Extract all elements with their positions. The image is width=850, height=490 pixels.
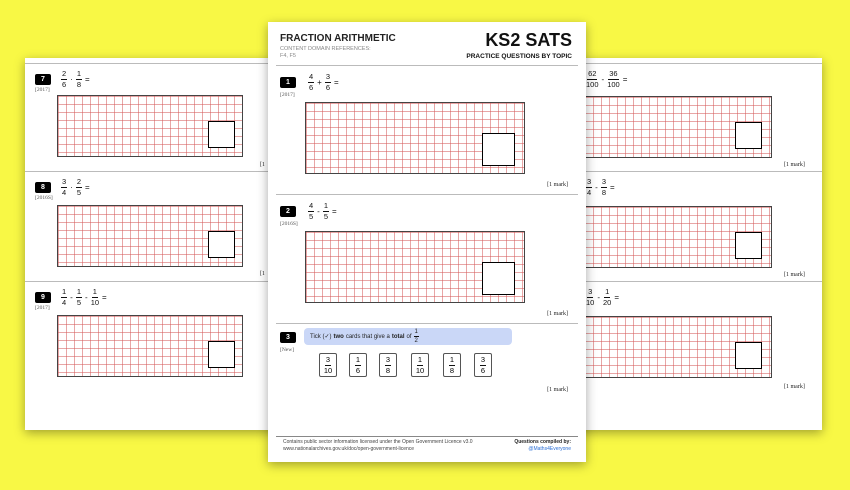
- question-prompt: Tick (✓) two cards that give a total of $\frac{1}{2}$: [304, 328, 512, 345]
- mark-label: [1 mark]: [547, 387, 568, 393]
- fraction-card[interactable]: $\frac{3}{6}$: [474, 353, 492, 377]
- question-number: 2: [280, 206, 296, 217]
- divider: [568, 281, 822, 282]
- fraction-expression: $\frac{3}{10}$ - $\frac{1}{20}$ =: [586, 287, 620, 307]
- brand-title: KS2 SATS: [485, 30, 572, 50]
- divider: [276, 194, 578, 195]
- right-worksheet-page: [568, 58, 822, 430]
- mark-label: [1 mark]: [784, 384, 805, 390]
- question-number: 8: [35, 182, 51, 193]
- answer-box[interactable]: [208, 121, 235, 148]
- fraction-expression: $\frac{3}{4}$ · $\frac{2}{5}$ =: [62, 177, 90, 197]
- licence-footer: Contains public sector information licensed under the Open Government Licence v3.0 www.nationalarchives.gov.uk/doc/open-government-licence: [283, 439, 473, 452]
- question-number: 7: [35, 74, 51, 85]
- divider: [25, 171, 283, 172]
- answer-box[interactable]: [208, 231, 235, 258]
- mark-label: [1: [260, 162, 265, 168]
- fraction-expression: $\frac{3}{4}$ - $\frac{3}{8}$ =: [587, 177, 615, 197]
- divider: [276, 323, 578, 324]
- fraction-card[interactable]: $\frac{1}{6}$: [349, 353, 367, 377]
- question-year: [2017]: [35, 87, 50, 93]
- question-year: [2016S]: [280, 221, 298, 227]
- fraction-expression: $\frac{4}{6}$ + $\frac{3}{6}$ =: [309, 72, 339, 92]
- mark-label: [1 mark]: [784, 272, 805, 278]
- fraction-expression: $\frac{2}{6}$ · $\frac{1}{8}$ =: [62, 69, 90, 89]
- fraction-expression: $\frac{4}{5}$ - $\frac{1}{5}$ =: [309, 201, 337, 221]
- mark-label: [1: [260, 271, 265, 277]
- mark-label: [1 mark]: [784, 162, 805, 168]
- front-worksheet-page: [268, 22, 586, 462]
- fraction-card[interactable]: $\frac{3}{10}$: [319, 353, 337, 377]
- fraction-card[interactable]: $\frac{1}{8}$: [443, 353, 461, 377]
- page-title: FRACTION ARITHMETIC: [280, 33, 396, 44]
- left-worksheet-page: [25, 58, 283, 430]
- content-domain-label: CONTENT DOMAIN REFERENCES: F4, F5: [280, 46, 371, 60]
- question-year: [2016S]: [35, 195, 53, 201]
- fraction-expression: $\frac{1}{4}$ - $\frac{1}{5}$ - $\frac{1}{10}$ =: [62, 287, 107, 307]
- answer-box[interactable]: [735, 342, 762, 369]
- mark-label: [1 mark]: [547, 311, 568, 317]
- divider: [568, 63, 822, 64]
- mark-label: [1 mark]: [547, 182, 568, 188]
- answer-box[interactable]: [482, 262, 515, 295]
- fraction-card[interactable]: $\frac{1}{10}$: [411, 353, 429, 377]
- fraction-expression: $\frac{62}{100}$ - $\frac{36}{100}$ =: [586, 69, 628, 89]
- question-number: 1: [280, 77, 296, 88]
- divider: [276, 436, 578, 437]
- credit-footer: Questions compiled by: @Maths4Everyone: [514, 439, 571, 452]
- question-number: 3: [280, 332, 296, 343]
- question-number: 9: [35, 292, 51, 303]
- divider: [25, 63, 283, 64]
- brand-subtitle: PRACTICE QUESTIONS BY TOPIC: [466, 53, 572, 60]
- credit-link[interactable]: @Maths4Everyone: [528, 446, 571, 452]
- answer-box[interactable]: [735, 232, 762, 259]
- divider: [25, 281, 283, 282]
- fraction-card[interactable]: $\frac{3}{8}$: [379, 353, 397, 377]
- answer-box[interactable]: [735, 122, 762, 149]
- answer-box[interactable]: [208, 341, 235, 368]
- answer-box[interactable]: [482, 133, 515, 166]
- divider: [568, 171, 822, 172]
- question-year: [2017]: [35, 305, 50, 311]
- question-year: [New]: [280, 347, 295, 353]
- question-year: [2017]: [280, 92, 295, 98]
- divider: [276, 65, 578, 66]
